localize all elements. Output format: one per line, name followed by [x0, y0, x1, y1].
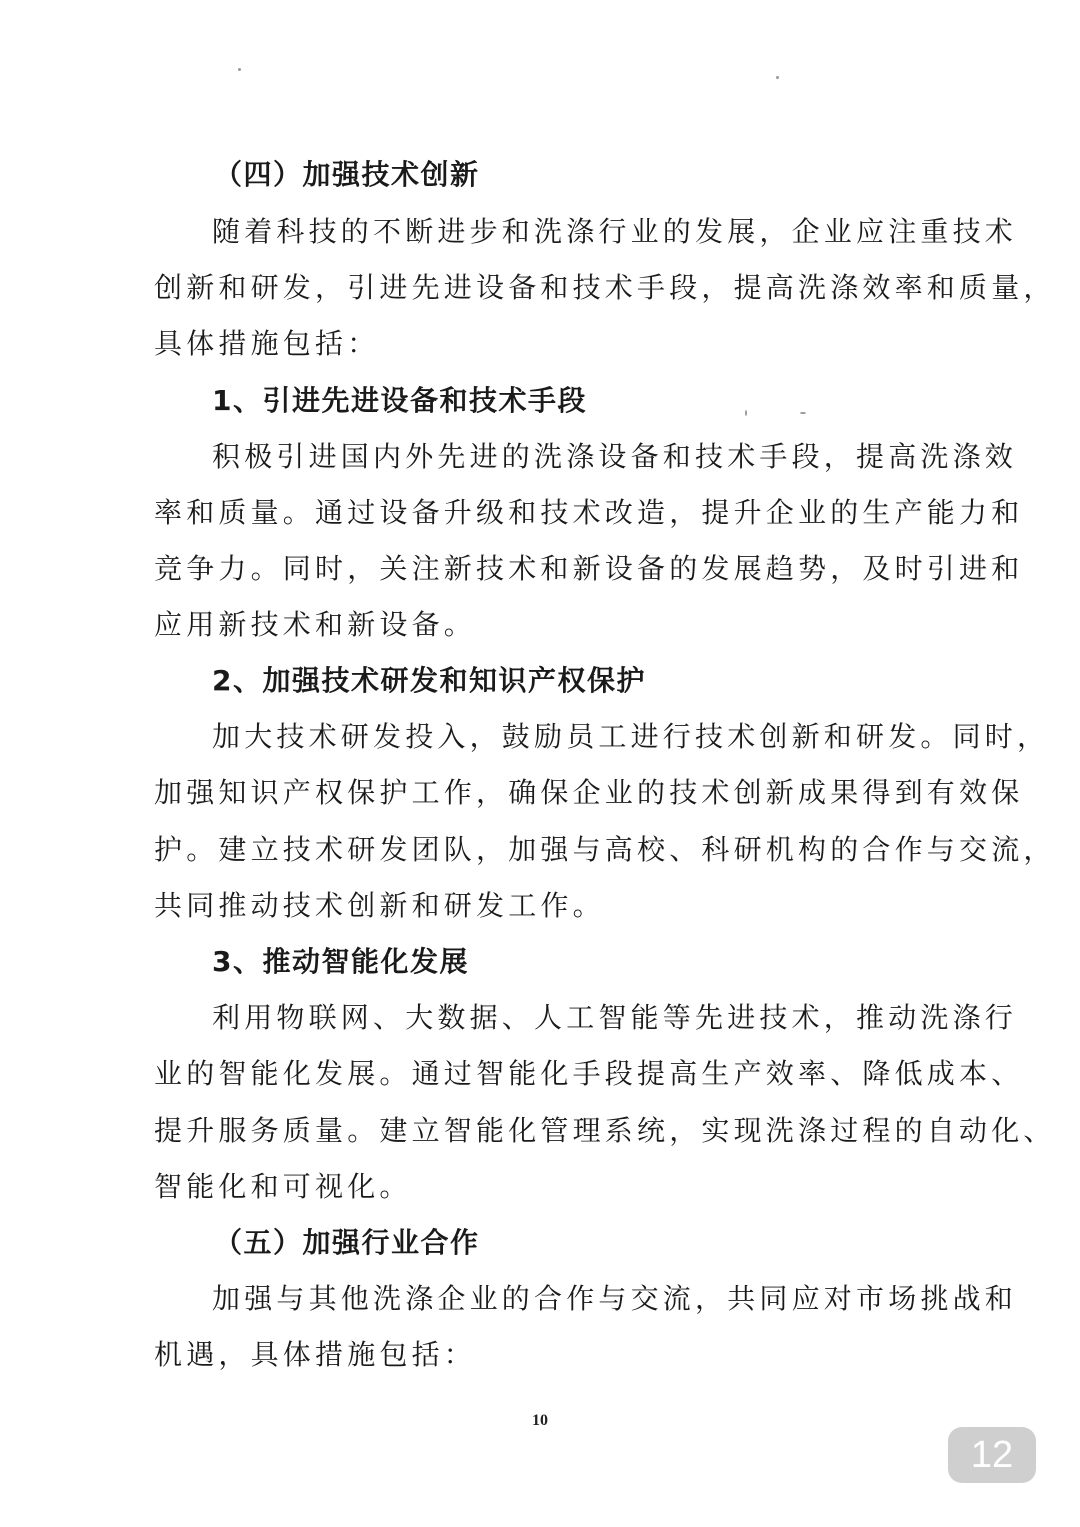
paragraph-line: 机遇，具体措施包括：: [154, 1338, 477, 1371]
paragraph-line: 业的智能化发展。通过智能化手段提高生产效率、降低成本、: [154, 1057, 1024, 1090]
subsection-heading-1: 1、引进先进设备和技术手段: [212, 384, 587, 417]
paragraph-line: 加大技术研发投入，鼓励员工进行技术创新和研发。同时，: [212, 720, 1050, 753]
paragraph-line: 随着科技的不断进步和洗涤行业的发展，企业应注重技术: [212, 215, 1018, 248]
paragraph-line: 利用物联网、大数据、人工智能等先进技术，推动洗涤行: [212, 1001, 1018, 1034]
paragraph-line: 积极引进国内外先进的洗涤设备和技术手段，提高洗涤效: [212, 440, 1018, 473]
paragraph-line: 具体措施包括：: [154, 327, 380, 360]
scan-speck: [776, 76, 779, 79]
scan-speck: [745, 410, 747, 416]
paragraph-line: 创新和研发，引进先进设备和技术手段，提高洗涤效率和质量，: [154, 271, 1056, 304]
paragraph-line: 提升服务质量。建立智能化管理系统，实现洗涤过程的自动化、: [154, 1114, 1056, 1147]
section-heading-5: （五）加强行业合作: [214, 1226, 480, 1259]
page-number: 10: [532, 1412, 548, 1429]
paragraph-line: 共同推动技术创新和研发工作。: [154, 889, 605, 922]
paragraph-line: 加强与其他洗涤企业的合作与交流，共同应对市场挑战和: [212, 1282, 1018, 1315]
paragraph-line: 加强知识产权保护工作，确保企业的技术创新成果得到有效保: [154, 776, 1024, 809]
paragraph-line: 应用新技术和新设备。: [154, 608, 477, 641]
scan-speck: [238, 68, 241, 71]
paragraph-line: 智能化和可视化。: [154, 1170, 412, 1203]
paragraph-line: 护。建立技术研发团队，加强与高校、科研机构的合作与交流，: [154, 833, 1056, 866]
section-heading-4: （四）加强技术创新: [214, 158, 480, 191]
paragraph-line: 率和质量。通过设备升级和技术改造，提升企业的生产能力和: [154, 496, 1024, 529]
scan-speck: [800, 412, 806, 414]
paragraph-line: 竞争力。同时，关注新技术和新设备的发展趋势，及时引进和: [154, 552, 1024, 585]
subsection-heading-2: 2、加强技术研发和知识产权保护: [212, 664, 646, 697]
viewer-page-badge[interactable]: 12: [948, 1427, 1036, 1483]
subsection-heading-3: 3、推动智能化发展: [212, 945, 469, 978]
